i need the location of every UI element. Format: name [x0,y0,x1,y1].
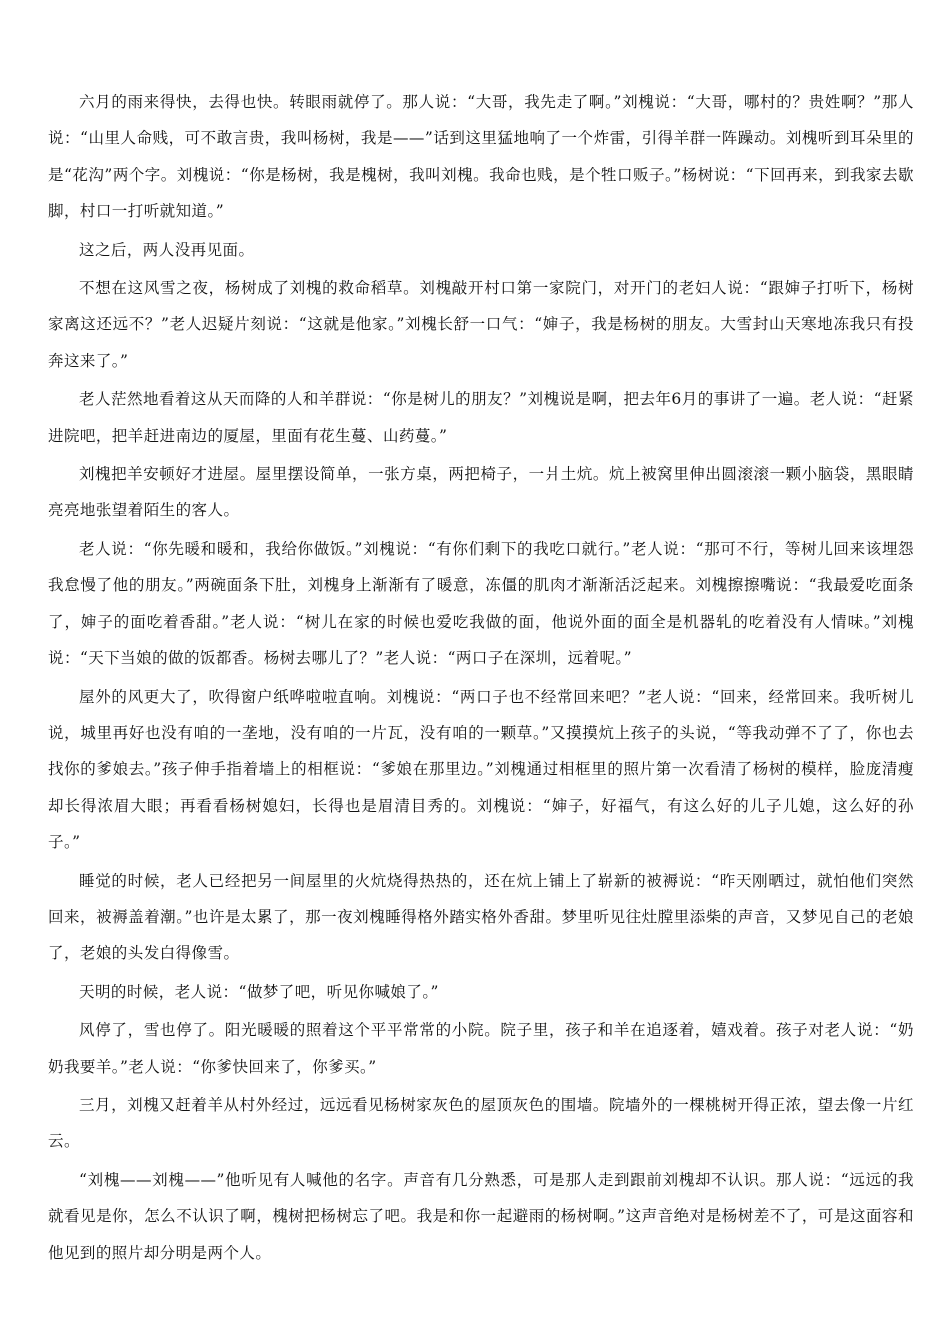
paragraph: “刘槐——刘槐——”他听见有人喊他的名字。声音有几分熟悉，可是那人走到跟前刘槐却不认识。那人说：“远远的我就看见是你，怎么不认识了啊，槐树把杨树忘了吧。我是和你一起避雨的杨树啊。”这声音绝对是杨树差不了，可是这面容和他见到的照片却分明是两个人。 [48,1170,914,1262]
paragraph: 风停了，雪也停了。阳光暖暖的照着这个平平常常的小院。院子里，孩子和羊在追逐着，嬉戏着。孩子对老人说：“奶奶我要羊。”老人说：“你爹快回来了，你爹买。” [48,1021,914,1076]
paragraph: 这之后，两人没再见面。 [79,240,255,259]
paragraph: 屋外的风更大了，吹得窗户纸哗啦啦直响。刘槐说：“两口子也不经常回来吧？”老人说：“回来，经常回来。我听树儿说，城里再好也没有咱的一垄地，没有咱的一片瓦，没有咱的一颗草。”又摸摸炕上孩子的头说，“等我动弹不了了，你也去找你的爹娘去。”孩子伸手指着墙上的相框说：“爹娘在那里边。”刘槐通过相框里的照片第一次看清了杨树的模样，脸庞清瘦却长得浓眉大眼；再看看杨树媳妇，长得也是眉清目秀的。刘槐说：“婶子，好福气，有这么好的儿子儿媳，这么好的孙子。” [48,687,914,852]
paragraph: 刘槐把羊安顿好才进屋。屋里摆设简单，一张方桌，两把椅子，一爿土炕。炕上被窝里伸出圆滚滚一颗小脑袋，黑眼睛亮亮地张望着陌生的客人。 [48,465,914,520]
paragraph: 老人茫然地看着这从天而降的人和羊群说：“你是树儿的朋友？”刘槐说是啊，把去年6月的事讲了一遍。老人说：“赶紧进院吧，把羊赶进南边的厦屋，里面有花生蔓、山药蔓。” [48,390,914,445]
document-page [48,84,914,1273]
paragraph: 天明的时候，老人说：“做梦了吧，听见你喊娘了。” [79,982,439,1001]
paragraph: 不想在这风雪之夜，杨树成了刘槐的救命稻草。刘槐敲开村口第一家院门，对开门的老妇人说：“跟婶子打听下，杨树家离这还远不？”老人迟疑片刻说：“这就是他家。”刘槐长舒一口气：“婶子，我是杨树的朋友。大雪封山天寒地冻我只有投奔这来了。” [48,279,914,370]
paragraph: 三月，刘槐又赶着羊从村外经过，远远看见杨树家灰色的屋顶灰色的围墙。院墙外的一棵桃树开得正浓，望去像一片红云。 [48,1095,914,1151]
paragraph: 老人说：“你先暖和暖和，我给你做饭。”刘槐说：“有你们剩下的我吃口就行。”老人说：“那可不行，等树儿回来该埋怨我怠慢了他的朋友。”两碗面条下肚，刘槐身上渐渐有了暖意，冻僵的肌肉才渐渐活泛起来。刘槐擦擦嘴说：“我最爱吃面条了，婶子的面吃着香甜。”老人说：“树儿在家的时候也爱吃我做的面，他说外面的面全是机器轧的吃着没有人情味。”刘槐说：“天下当娘的做的饭都香。杨树去哪儿了？”老人说：“两口子在深圳，远着呢。” [48,539,914,668]
paragraph: 六月的雨来得快，去得也快。转眼雨就停了。那人说：“大哥，我先走了啊。”刘槐说：“大哥，哪村的？贵姓啊？”那人说：“山里人命贱，可不敢言贵，我叫杨树，我是——”话到这里猛地响了一个炸雷，引得羊群一阵躁动。刘槐听到耳朵里的是“花沟”两个字。刘槐说：“你是杨树，我是槐树，我叫刘槐。我命也贱，是个牲口贩子。”杨树说：“下回再来，到我家去歇脚，村口一打听就知道。” [48,93,914,221]
paragraph: 睡觉的时候，老人已经把另一间屋里的火炕烧得热热的，还在炕上铺上了崭新的被褥说：“昨天刚晒过，就怕他们突然回来，被褥盖着潮。”也许是太累了，那一夜刘槐睡得格外踏实格外香甜。梦里听见往灶膛里添柴的声音，又梦见自己的老娘了，老娘的头发白得像雪。 [48,871,914,963]
